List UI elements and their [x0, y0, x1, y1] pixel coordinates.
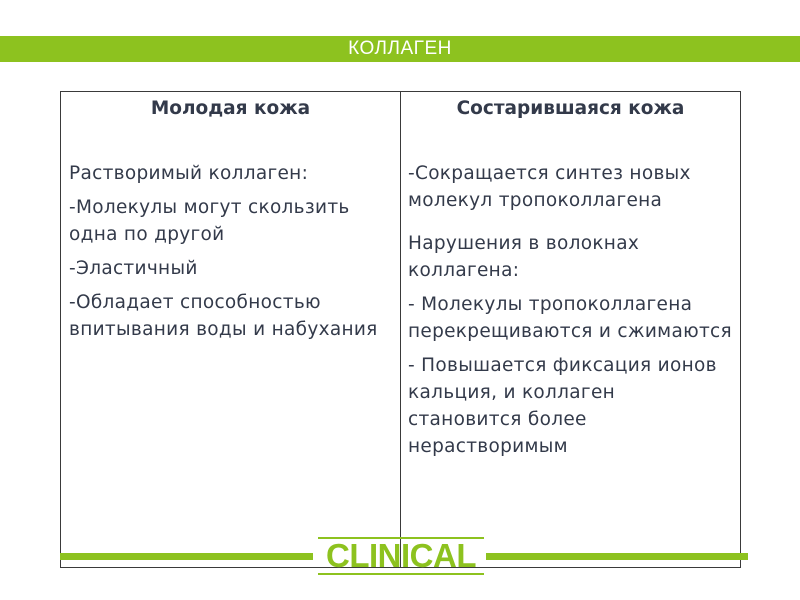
young-skin-line: Растворимый коллаген: — [69, 163, 309, 184]
young-skin-line: -Обладает способностью впитывания воды и набухания — [69, 292, 378, 340]
aged-skin-line: -Сокращается синтез новых молекул тропоколлагена — [408, 163, 691, 211]
slide-title: КОЛЛАГЕН — [348, 38, 452, 59]
aged-skin-line: Нарушения в волокнах коллагена: — [408, 233, 640, 281]
young-skin-header: Молодая кожа — [150, 98, 311, 119]
young-skin-line: -Эластичный — [69, 258, 198, 279]
footer-line-right — [486, 553, 748, 560]
aged-skin-header: Состарившаяся кожа — [456, 98, 685, 119]
aged-skin-line: - Молекулы тропоколлагена перекрещиваются и сжимаются — [408, 294, 732, 342]
footer-line-left — [60, 553, 313, 560]
aged-skin-line: - Повышается фиксация ионов кальция, и коллаген становится более нерастворимым — [408, 355, 717, 457]
young-skin-column — [69, 160, 394, 350]
young-skin-line: -Молекулы могут скользить одна по другой — [69, 197, 350, 245]
clinical-logo: CLINICAL — [318, 537, 484, 575]
column-divider — [400, 91, 401, 568]
aged-skin-column — [408, 160, 733, 467]
